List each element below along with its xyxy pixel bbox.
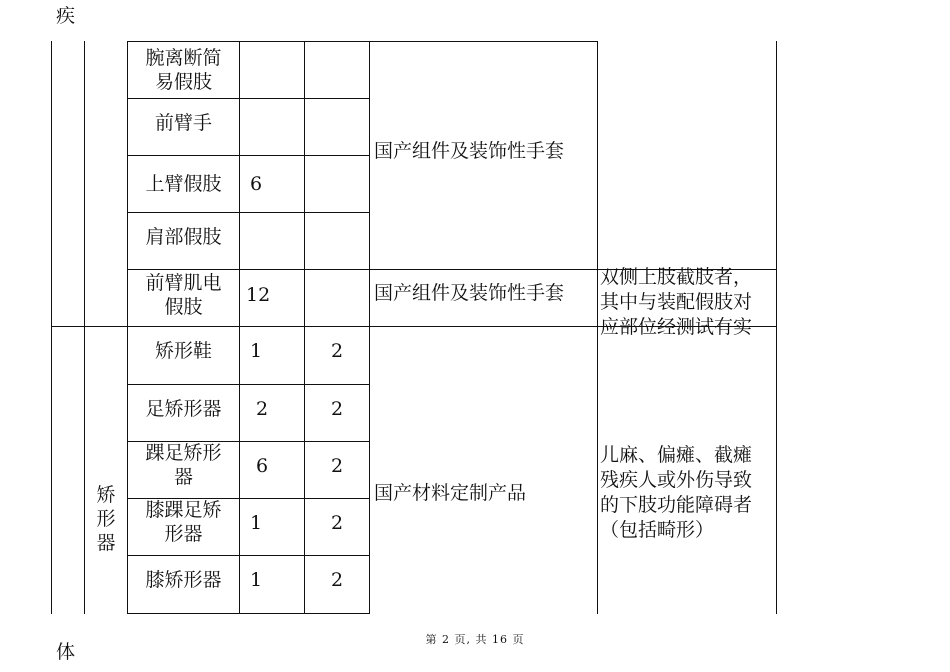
- table-divider: [369, 41, 370, 614]
- item-line: 前臂肌电: [145, 272, 222, 294]
- item-line: 足矫形器: [145, 397, 222, 420]
- item-line: 器: [173, 466, 193, 488]
- item-line: 前臂手: [154, 111, 212, 134]
- top-page-fragment: 疾: [56, 5, 76, 27]
- spec-cell: 国产组件及装饰性手套: [374, 140, 565, 162]
- item-cell: [128, 440, 239, 490]
- item-line: 假肢: [164, 296, 203, 318]
- item-cell: [128, 556, 239, 603]
- quantity-cell: 1: [250, 568, 263, 591]
- item-line: 膝踝足矫: [145, 499, 222, 521]
- category-char: 器: [96, 532, 116, 554]
- target-line: 残疾人或外伤导致: [600, 469, 753, 491]
- row-line: [127, 613, 369, 614]
- quantity-cell: 1: [250, 339, 263, 362]
- item-line: 膝矫形器: [145, 568, 222, 591]
- table-divider: [239, 41, 240, 614]
- item-line: 易假肢: [154, 71, 212, 93]
- page-footer: 第 2 页, 共 16 页: [425, 633, 525, 646]
- item-cell: [128, 213, 239, 260]
- table-border-right: [776, 41, 777, 614]
- quantity-cell: 2: [330, 397, 344, 420]
- target-line: 儿麻、偏瘫、截瘫: [600, 444, 753, 466]
- table-border-left: [51, 41, 52, 614]
- item-line: 腕离断简: [145, 47, 222, 69]
- spec-cell: 国产材料定制产品: [374, 482, 527, 504]
- item-cell: [128, 42, 239, 98]
- spec-cell: 国产组件及装饰性手套: [374, 281, 565, 304]
- category-char: 形: [96, 508, 116, 530]
- quantity-cell: 2: [330, 511, 344, 534]
- item-line: 踝足矫形: [145, 442, 222, 464]
- target-line: 其中与装配假肢对: [600, 291, 753, 313]
- target-group-cell: [600, 443, 752, 543]
- item-cell: [128, 270, 239, 320]
- target-line: （包括畸形）: [600, 519, 715, 541]
- quantity-cell: 12: [246, 284, 271, 306]
- target-line: 应部位经测试有实: [600, 316, 753, 338]
- quantity-cell: 2: [330, 339, 344, 362]
- item-cell: [128, 385, 239, 432]
- item-line: 上臂假肢: [145, 173, 222, 195]
- item-cell: [128, 156, 239, 212]
- item-cell: [128, 327, 239, 374]
- quantity-cell: 2: [255, 397, 269, 420]
- category-cell: [85, 483, 127, 555]
- target-line: 的下肢功能障碍者: [600, 494, 753, 516]
- item-line: 肩部假肢: [145, 225, 222, 248]
- category-char: 矫: [96, 484, 116, 506]
- target-line: 双侧上肢截肢者，: [600, 266, 753, 288]
- item-line: 矫形鞋: [154, 339, 212, 362]
- quantity-cell: 2: [330, 454, 344, 477]
- target-group-cell: [600, 265, 752, 340]
- item-cell: [128, 497, 239, 547]
- quantity-cell: 1: [250, 511, 263, 534]
- bottom-page-fragment: 体: [56, 641, 76, 663]
- quantity-cell: 6: [250, 173, 263, 195]
- quantity-cell: 6: [255, 454, 269, 477]
- table-divider: [597, 41, 598, 614]
- item-line: 形器: [164, 523, 203, 545]
- item-cell: [128, 99, 239, 146]
- quantity-cell: 2: [330, 568, 344, 591]
